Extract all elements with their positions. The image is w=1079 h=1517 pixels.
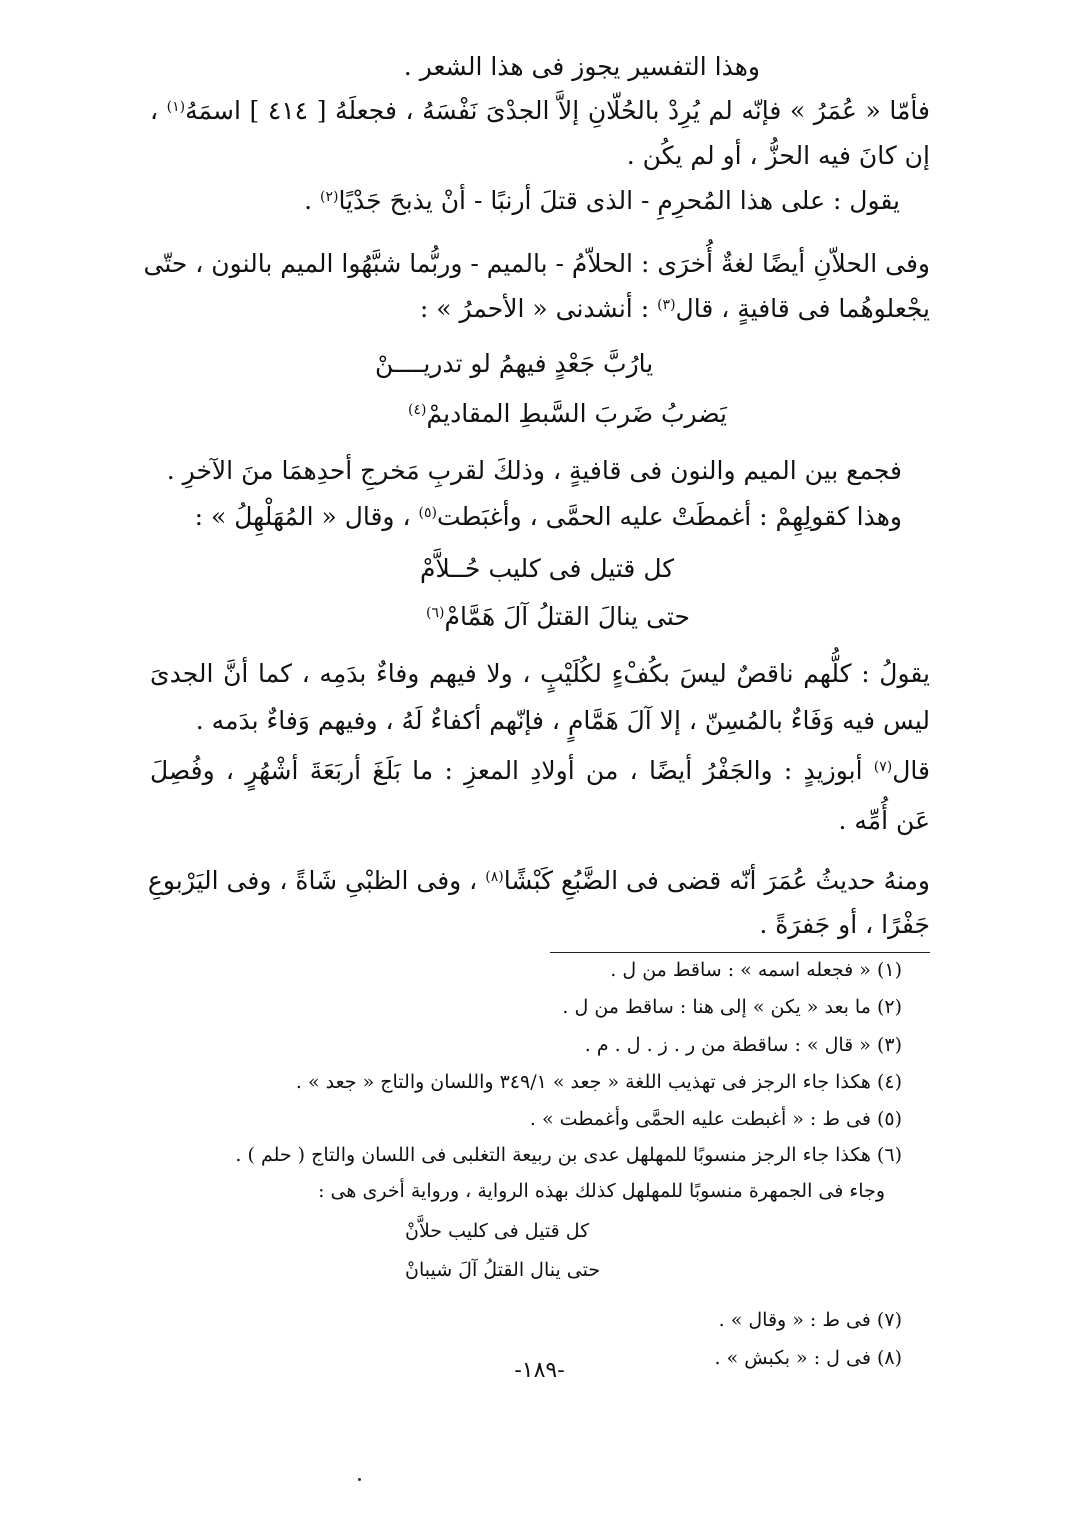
footnote-marker: (٢): [320, 189, 339, 205]
footnote-marker: (٥): [418, 505, 437, 521]
verse-line: كل قتيل فى كليب حُــلاَّمْ: [420, 554, 675, 583]
footnote: (٨) فى ل : « بكبش » .: [714, 1347, 902, 1369]
footnote-marker: (٦): [426, 605, 445, 621]
footnote-marker: (٤): [408, 402, 427, 418]
text-line: وفى الحلاّنِ أيضًا لغةٌ أُخرَى : الحلاّمُ - بالميم - وربُّما شبَّهُوا الميم بالنون ، حتّى: [143, 249, 930, 278]
text-line: وهذا كقولِهِمْ : أغمطَتْ عليه الحمَّى ، وأغبَطت$^{(٥)}$ ، وقال « المُهَلْهِلُ » :: [194, 502, 902, 531]
text-line: ومنهُ حديثُ عُمَرَ أنّه قضى فى الضَّبُعِ كَبْشًا$^{(٨)}$ ، وفى الظبْىِ شَاةً ، وفى اليَرْبوعِ: [147, 866, 930, 895]
text-line: جَفْرًا ، أو جَفرَةً .: [759, 910, 930, 939]
footnote-marker: (٧): [873, 759, 893, 775]
footnote-marker: (٣): [657, 297, 676, 313]
text-line: فجمع بين الميم والنون فى قافيةٍ ، وذلكَ لقربِ مَخرجِ أحدِهمَا منَ الآخرِ .: [166, 456, 902, 485]
verse-line: يَضربُ ضَربَ السَّبطِ المقاديمْ$^{(٤)}$: [408, 399, 727, 428]
text-line: عَن أُمِّه .: [838, 806, 930, 835]
text-line: يجْعلوهُما فى قافيةٍ ، قال$^{(٣)}$ : أنشدنى « الأحمرُ » :: [419, 294, 930, 323]
footnote: (٤) هكذا جاء الرجز فى تهذيب اللغة « جعد » ٣٤٩/١ واللسان والتاج « جعد » .: [295, 1071, 902, 1093]
footnote-verse: كل قتيل فى كليب حلاَّنْ: [405, 1220, 590, 1242]
footnote-marker: (١): [166, 99, 186, 115]
footnote-rule: [550, 952, 930, 953]
text-line: فأمّا « عُمَرُ » فإنّه لم يُرِدْ بالحُلّانِ إلاَّ الجدْىَ نَفْسَهُ ، فجعلَهُ [ ٤١٤ ] اسمَهُ$^{(١)}$ ،: [150, 96, 930, 125]
text-line: يقولُ : كلُّهم ناقصٌ ليسَ بكُفْءٍ لكُلَيْبٍ ، ولا فيهم وفاءٌ بدَمِه ، كما أنَّ الجدىَ: [150, 659, 930, 688]
footnote: (٢) ما بعد « يكن » إلى هنا : ساقط من ل .: [562, 996, 902, 1018]
footnote: وجاء فى الجمهرة منسوبًا للمهلهل كذلك بهذه الرواية ، ورواية أخرى هى :: [318, 1180, 885, 1202]
footnote: (١) « فجعله اسمه » : ساقط من ل .: [610, 959, 902, 981]
footnote-verse: حتى ينال القتلُ آلَ شيبانْ: [405, 1259, 601, 1281]
text-line: ليس فيه وَفَاءٌ بالمُسِنّ ، إلا آلَ هَمَّامٍ ، فإنّهم أكفاءٌ لَهُ ، وفيهم وَفاءٌ بدَمه .: [195, 706, 930, 735]
footnote: (٣) « قال » : ساقطة من ر . ز . ل . م .: [584, 1034, 902, 1056]
footnote: (٦) هكذا جاء الرجز منسوبًا للمهلهل عدى بن ربيعة التغلبى فى اللسان والتاج ( حلم ) .: [235, 1144, 902, 1166]
text-line: قال$^{(٧)}$ أبوزيدٍ : والجَفْرُ أيضًا ، من أولادِ المعزِ : ما بَلَغَ أربَعَةَ أشْهُرٍ ، وفُصِلَ: [150, 756, 930, 785]
scan-speck: [358, 1478, 361, 1481]
text-line: إن كانَ فيه الحزُّ ، أو لم يكُن .: [626, 141, 930, 170]
footnote: (٧) فى ط : « وقال » .: [718, 1309, 902, 1331]
text-line: يقول : على هذا المُحرِمِ - الذى قتلَ أرنبًا - أنْ يذبحَ جَدْيًا$^{(٢)}$ .: [304, 186, 900, 215]
verse-line: حتى ينالَ القتلُ آلَ هَمَّامْ$^{(٦)}$: [426, 602, 690, 631]
footnote-marker: (٨): [485, 869, 504, 885]
footnote: (٥) فى ط : « أغبطت عليه الحمَّى وأغمطت » .: [529, 1108, 902, 1130]
verse-line: يارُبَّ جَعْدٍ فيهمُ لو تدريــــنْ: [375, 349, 654, 378]
text-line: وهذا التفسير يجوز فى هذا الشعر .: [403, 52, 760, 81]
page-number: -١٨٩-: [514, 1358, 565, 1383]
